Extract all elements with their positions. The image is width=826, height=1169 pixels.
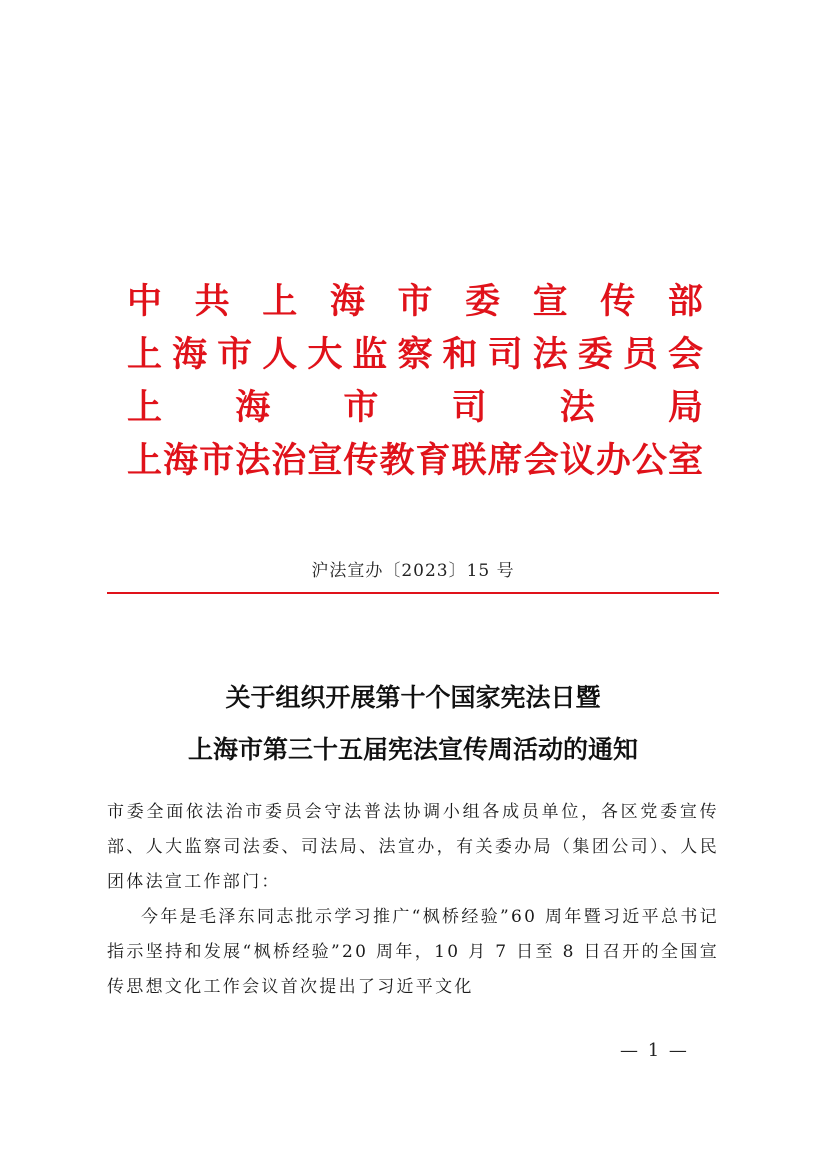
header-char: 委: [577, 334, 613, 375]
header-char: 监: [352, 334, 388, 375]
header-char: 市: [397, 281, 433, 322]
page-number: — 1 —: [620, 1040, 689, 1061]
header-char: 上: [127, 440, 163, 481]
header-line-1: [127, 275, 703, 328]
header-char: 育: [415, 440, 451, 481]
header-line-3: [127, 381, 703, 434]
header-char: 办: [595, 440, 631, 481]
header-line-4: [127, 434, 703, 487]
header-char: 人: [262, 334, 298, 375]
header-char: 海: [235, 387, 271, 428]
header-char: 局: [667, 387, 703, 428]
header-char: 大: [307, 334, 343, 375]
header-char: 传: [343, 440, 379, 481]
header-char: 室: [667, 440, 703, 481]
header-char: 法: [235, 440, 271, 481]
header-char: 市: [343, 387, 379, 428]
header-char: 司: [451, 387, 487, 428]
document-body: [107, 795, 719, 1005]
document-number: 沪法宣办〔2023〕15 号: [311, 561, 515, 581]
header-char: 公: [631, 440, 667, 481]
header-line-2: [127, 328, 703, 381]
header-char: 共: [194, 281, 230, 322]
header-char: 市: [217, 334, 253, 375]
header-char: 委: [465, 281, 501, 322]
header-char: 海: [172, 334, 208, 375]
header-char: 席: [487, 440, 523, 481]
header-char: 法: [532, 334, 568, 375]
header-char: 上: [127, 334, 163, 375]
header-char: 上: [262, 281, 298, 322]
header-char: 海: [163, 440, 199, 481]
document-title: [0, 672, 826, 776]
header-char: 宣: [532, 281, 568, 322]
header-char: 中: [127, 281, 163, 322]
header-char: 部: [667, 281, 703, 322]
title-line-2: 上海市第三十五届宪法宣传周活动的通知: [187, 735, 638, 764]
header-char: 治: [271, 440, 307, 481]
header-char: 议: [559, 440, 595, 481]
header-char: 联: [451, 440, 487, 481]
issuing-authorities-header: [127, 275, 703, 487]
header-char: 传: [600, 281, 636, 322]
body-paragraph-1: 今年是毛泽东同志批示学习推广“枫桥经验”60 周年暨习近平总书记指示坚持和发展“枫桥经验”20 周年，10 月 7 日至 8 日召开的全国宣传思想文化工作会议首次提出了习近平文化: [107, 907, 719, 997]
header-char: 察: [397, 334, 433, 375]
header-char: 司: [487, 334, 523, 375]
title-line-1: 关于组织开展第十个国家宪法日暨: [225, 683, 601, 712]
red-divider-line: [107, 592, 719, 594]
header-char: 上: [127, 387, 163, 428]
header-char: 法: [559, 387, 595, 428]
header-char: 和: [442, 334, 478, 375]
header-char: 教: [379, 440, 415, 481]
header-char: 市: [199, 440, 235, 481]
header-char: 会: [667, 334, 703, 375]
header-char: 海: [329, 281, 365, 322]
header-char: 员: [622, 334, 658, 375]
header-char: 会: [523, 440, 559, 481]
header-char: 宣: [307, 440, 343, 481]
salutation-paragraph: 市委全面依法治市委员会守法普法协调小组各成员单位，各区党委宣传部、人大监察司法委、司法局、法宣办，有关委办局（集团公司）、人民团体法宣工作部门：: [107, 802, 719, 892]
